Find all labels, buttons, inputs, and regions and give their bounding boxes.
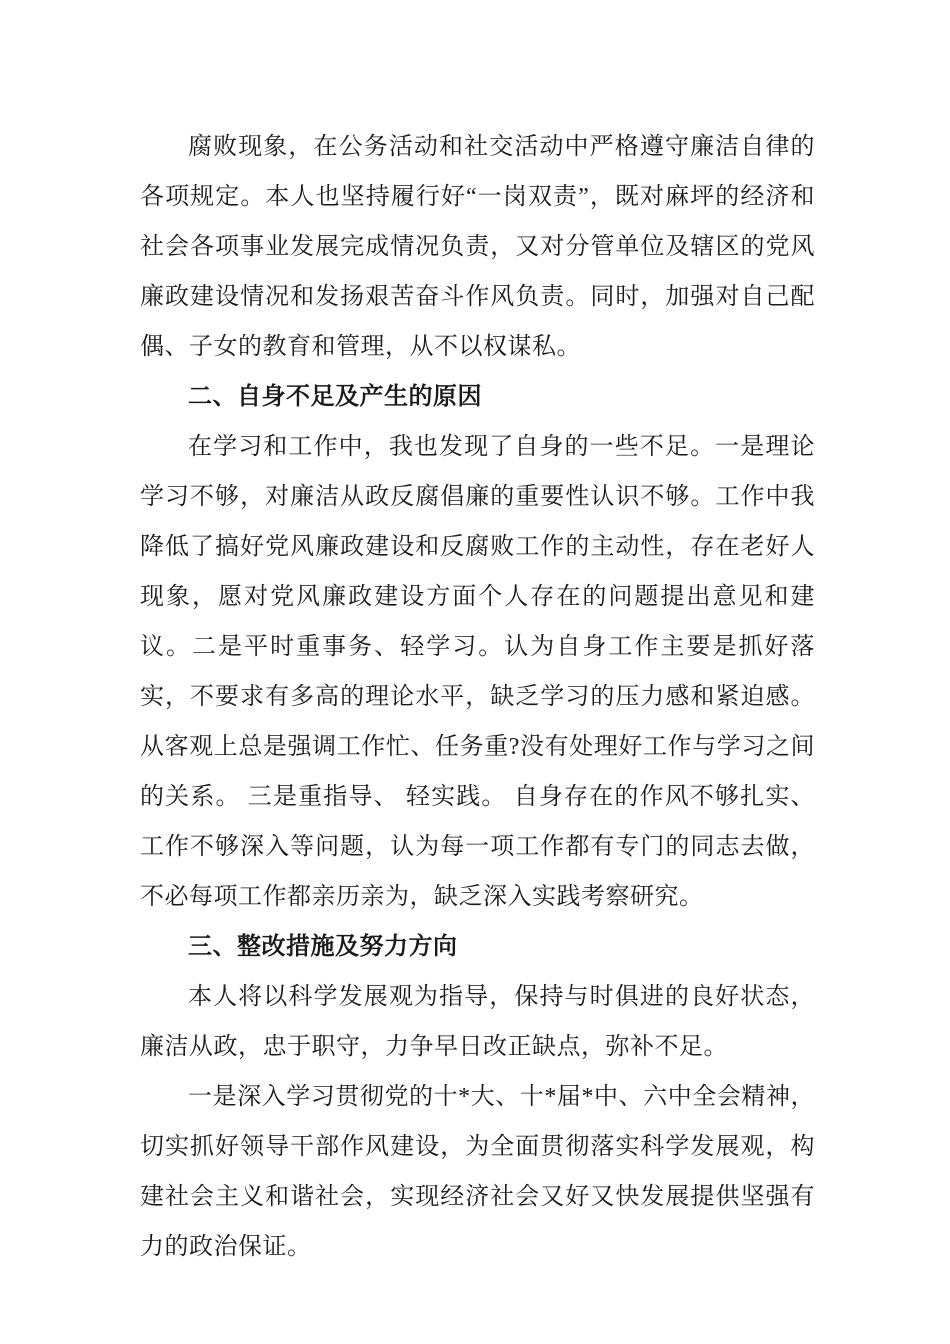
section-heading-shortcomings: 二、自身不足及产生的原因 xyxy=(188,384,482,410)
paragraph-corruption-continued: 腐败现象，在公务活动和社交活动中严格遵守廉洁自律的各项规定。本人也坚持履行好“一岗双责”，既对麻坪的经济和社会各项事业发展完成情况负责，又对分管单位及辖区的党风廉政建设情况和发扬艰苦奋斗作风负责。同时，加强对自己配偶、子女的教育和管理，从不以权谋私。 xyxy=(140,134,815,360)
paragraph-rectification-guideline: 本人将以科学发展观为指导，保持与时俱进的良好状态，廉洁从政，忠于职守，力争早日改正缺点，弥补不足。 xyxy=(140,984,815,1060)
section-heading-rectification: 三、整改措施及努力方向 xyxy=(188,934,458,960)
paragraph-rectification-measure-one: 一是深入学习贯彻党的十*大、十*届*中、六中全会精神，切实抓好领导干部作风建设，为全面贯彻落实科学发展观，构建社会主义和谐社会，实现经济社会又好又快发展提供坚强有力的政治保证。 xyxy=(140,1084,815,1260)
paragraph-shortcomings-and-causes: 在学习和工作中，我也发现了自身的一些不足。一是理论学习不够，对廉洁从政反腐倡廉的重要性认识不够。工作中我降低了搞好党风廉政建设和反腐败工作的主动性，存在老好人现象，愿对党风廉政建设方面个人存在的问题提出意见和建议。二是平时重事务、轻学习。认为自身工作主要是抓好落实，不要求有多高的理论水平，缺乏学习的压力感和紧迫感。从客观上总是强调工作忙、任务重?没有处理好工作与学习之间的关系。 三是重指导、 轻实践。 自身存在的作风不够扎实、工作不够深入等问题，认为每一项工作都有专门的同志去做，不必每项工作都亲历亲为，缺乏深入实践考察研究。 xyxy=(140,434,815,910)
